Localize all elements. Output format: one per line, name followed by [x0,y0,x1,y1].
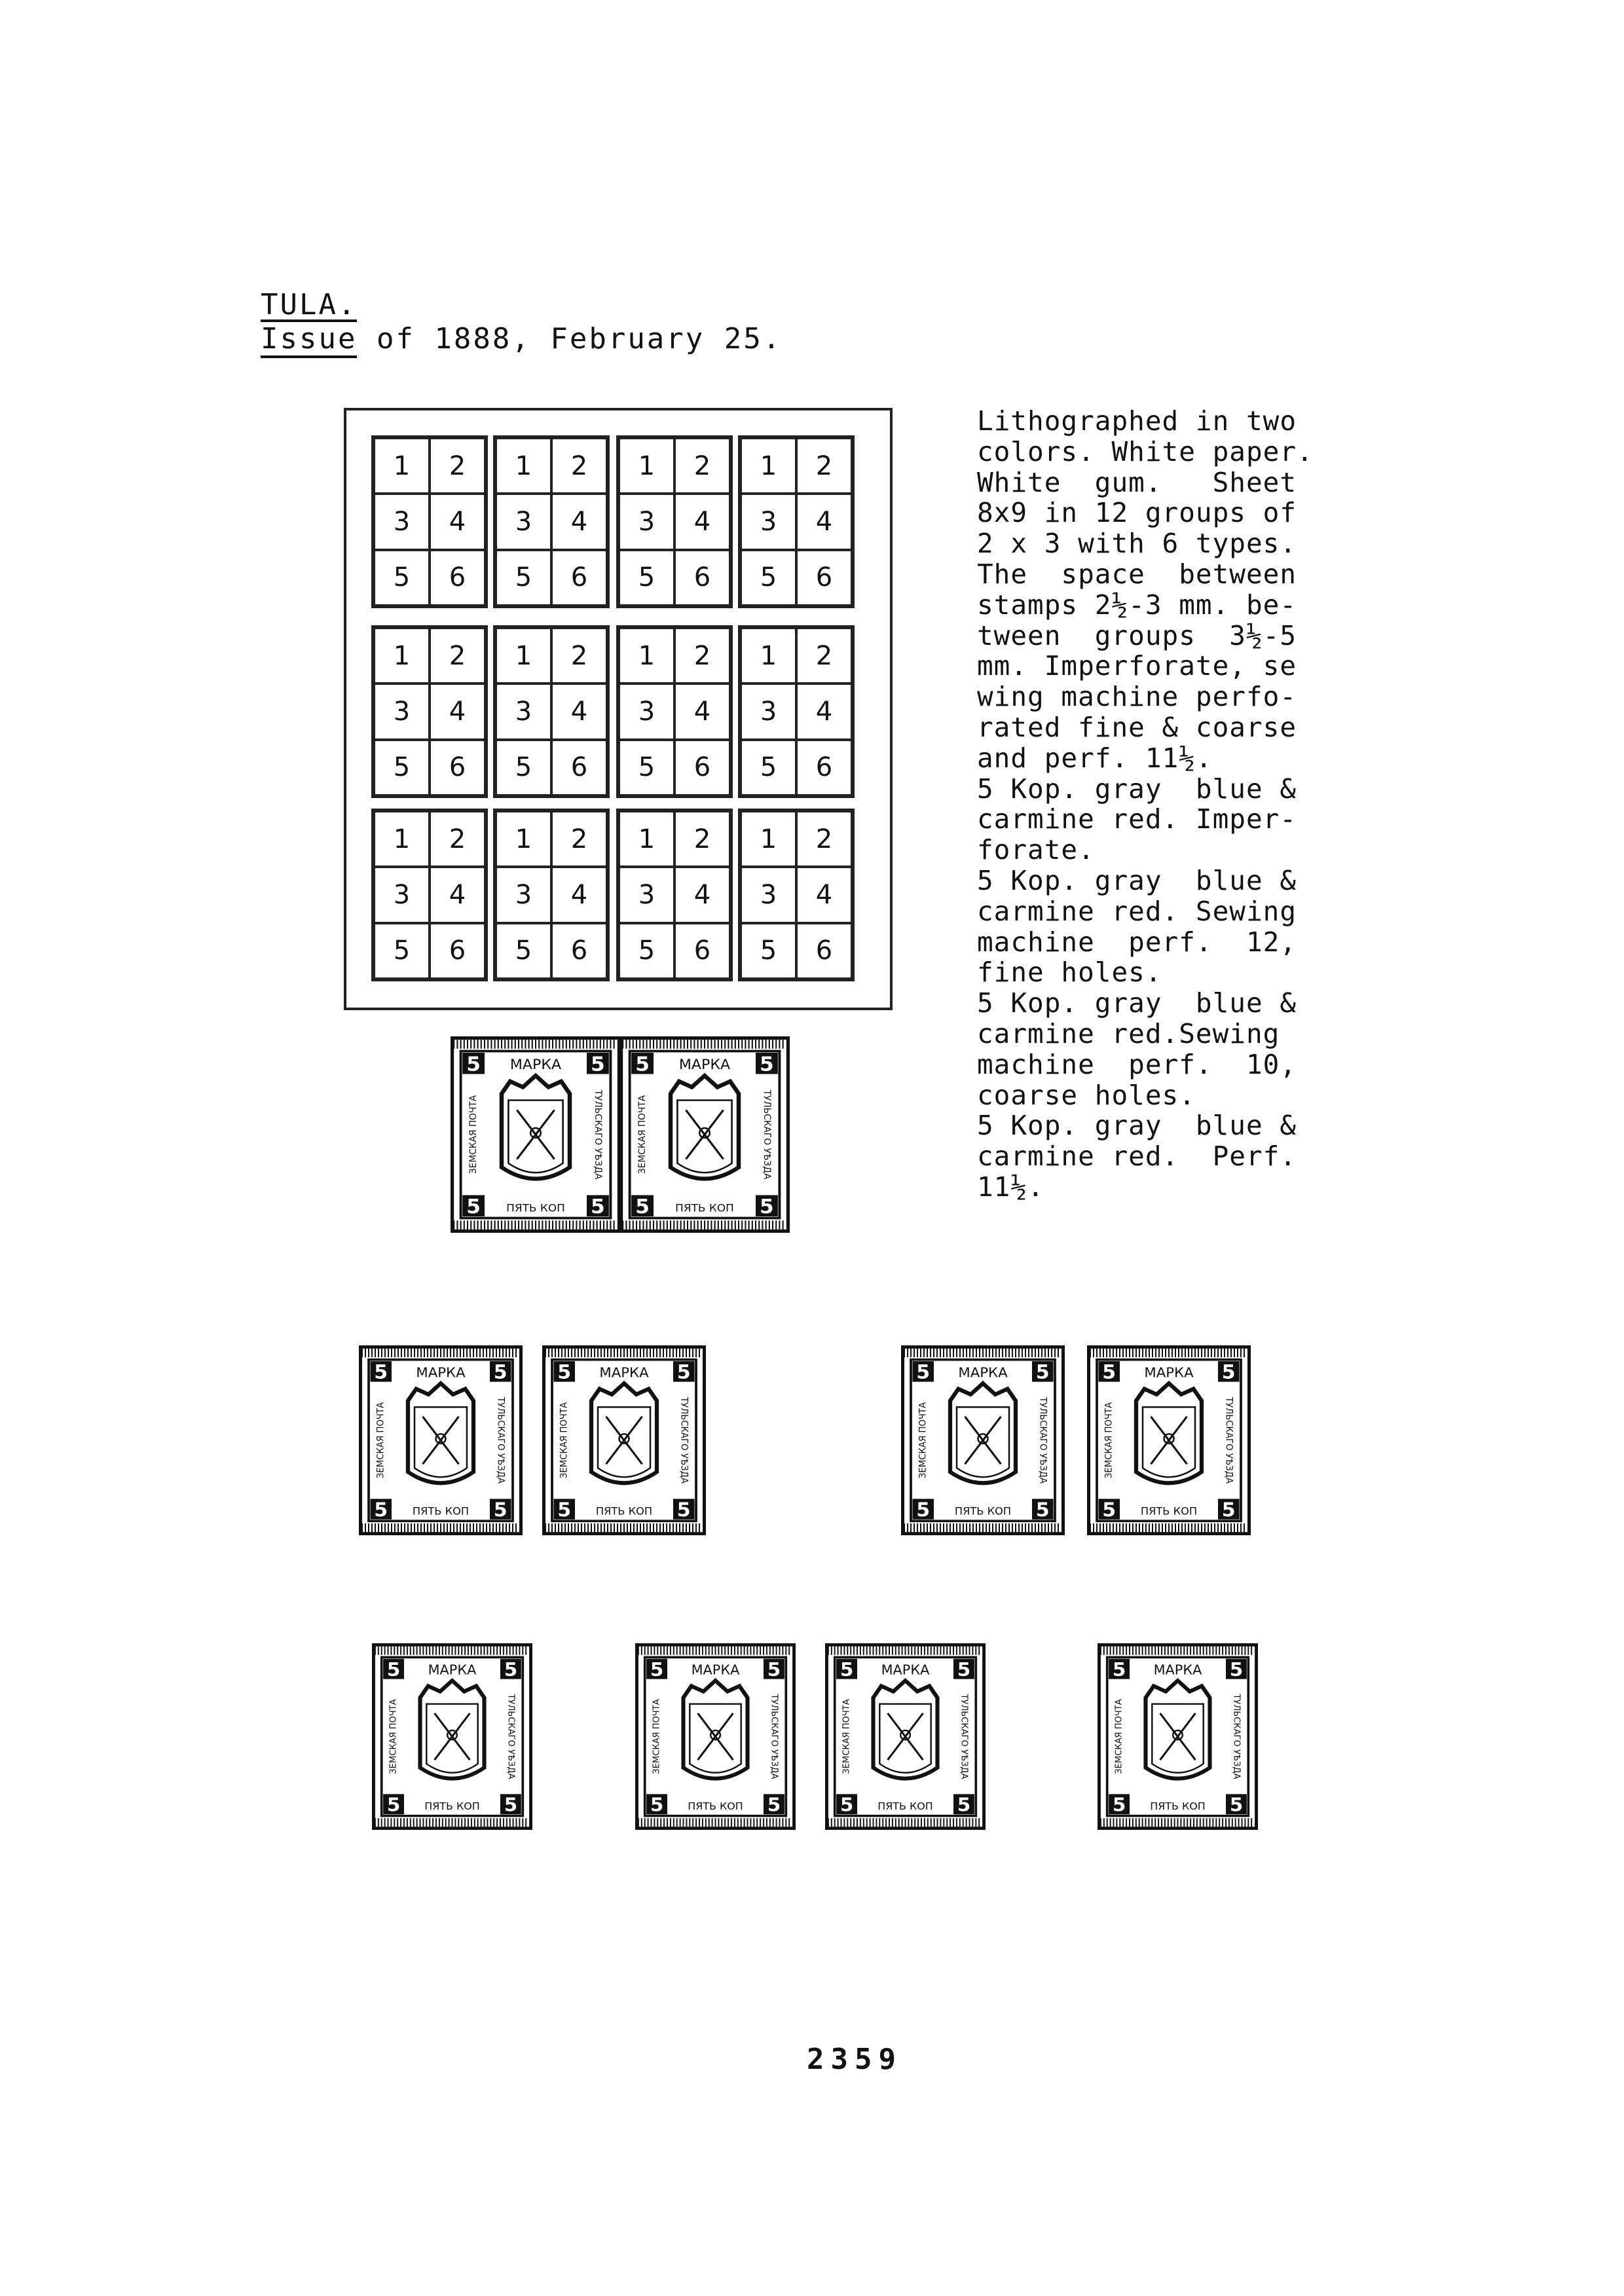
type-cell: 6 [674,740,730,795]
type-group [371,435,488,608]
type-group [371,625,488,798]
description-line: wing machine perfo- [977,681,1297,713]
description-line: White gum. Sheet [977,466,1297,498]
type-cell: 5 [374,923,430,979]
type-cell: 6 [796,740,852,795]
type-cell: 4 [796,867,852,922]
type-cell: 3 [496,494,551,549]
type-cell: 5 [619,550,674,606]
type-group [616,809,733,981]
type-cell: 4 [430,683,485,739]
description-line: 5 Kop. gray blue & [977,773,1297,805]
description-line: 11½. [977,1171,1044,1203]
type-cell: 5 [496,740,551,795]
svg-text:5: 5 [916,1499,931,1521]
stamp-value: 5 [557,1361,572,1383]
svg-text:5: 5 [957,1793,971,1816]
svg-text:5: 5 [493,1361,507,1383]
description-line: carmine red.Sewing [977,1017,1280,1049]
svg-text:5: 5 [650,1793,664,1816]
type-cell: 4 [551,683,607,739]
type-cell: 1 [741,811,796,867]
stamp-top-label: МАРКА [958,1364,1008,1381]
stamp-bottom-label: ПЯТЬ КОП [1140,1504,1198,1518]
type-group [616,435,733,608]
stamp-top-label: МАРКА [1153,1662,1202,1678]
stamp-bottom-label: ПЯТЬ КОП [412,1504,470,1518]
svg-text:ТУЛЬСКАГО УѢЗДА: ТУЛЬСКАГО УѢЗДА [769,1694,779,1779]
stamp-top-label: МАРКА [416,1364,466,1381]
type-group [738,625,855,798]
svg-text:5: 5 [957,1658,971,1681]
stamp-value: 5 [650,1658,664,1681]
type-cell: 2 [551,811,607,867]
stamp-image [825,1643,986,1830]
svg-text:ЗЕМСКАЯ ПОЧТА: ЗЕМСКАЯ ПОЧТА [388,1699,399,1774]
stamp-image [1098,1643,1258,1830]
stamp-image [542,1345,706,1535]
stamp-top-label: МАРКА [691,1662,740,1678]
stamp-image [451,1036,621,1233]
stamp-description [977,406,1344,1203]
svg-text:ТУЛЬСКАГО УѢЗДА: ТУЛЬСКАГО УѢЗДА [1223,1396,1234,1484]
type-cell: 1 [741,438,796,494]
type-cell: 3 [374,494,430,549]
type-cell: 5 [496,923,551,979]
type-cell: 5 [619,740,674,795]
type-cell: 2 [430,811,485,867]
svg-text:5: 5 [386,1793,401,1816]
stamp-bottom-label: ПЯТЬ КОП [688,1800,743,1813]
type-cell: 6 [551,740,607,795]
svg-text:5: 5 [1221,1499,1236,1521]
type-cell: 3 [619,494,674,549]
svg-text:5: 5 [767,1658,781,1681]
issue-date: of 1888, February 25. [357,322,783,355]
type-cell: 2 [674,811,730,867]
svg-text:ЗЕМСКАЯ ПОЧТА: ЗЕМСКАЯ ПОЧТА [652,1699,662,1774]
type-cell: 3 [619,683,674,739]
type-group [616,625,733,798]
type-cell: 6 [551,923,607,979]
type-cell: 1 [374,628,430,683]
type-cell: 3 [496,683,551,739]
svg-text:5: 5 [466,1195,481,1218]
type-group [738,435,855,608]
type-cell: 6 [674,923,730,979]
type-cell: 4 [796,494,852,549]
type-cell: 2 [796,811,852,867]
sheet-layout-diagram [344,408,893,1010]
issue-label: Issue [261,322,357,358]
type-cell: 6 [796,550,852,606]
type-cell: 3 [619,867,674,922]
type-cell: 3 [496,867,551,922]
svg-text:5: 5 [591,1053,605,1076]
description-line: tween groups 3½-5 [977,619,1297,651]
description-line: stamps 2½-3 mm. be- [977,589,1297,621]
svg-text:5: 5 [504,1658,518,1681]
description-line: carmine red. Perf. [977,1140,1297,1173]
description-line: mm. Imperforate, se [977,650,1297,682]
description-line: rated fine & coarse [977,711,1297,743]
type-cell: 5 [496,550,551,606]
svg-text:ЗЕМСКАЯ ПОЧТА: ЗЕМСКАЯ ПОЧТА [375,1402,386,1479]
svg-text:5: 5 [676,1361,691,1383]
type-cell: 6 [430,740,485,795]
type-cell: 1 [619,438,674,494]
svg-text:5: 5 [1229,1658,1244,1681]
type-cell: 1 [374,811,430,867]
type-cell: 1 [741,628,796,683]
type-cell: 4 [796,683,852,739]
stamp-bottom-label: ПЯТЬ КОП [424,1800,480,1813]
description-line: 5 Kop. gray blue & [977,987,1297,1019]
description-line: 5 Kop. gray blue & [977,864,1297,896]
type-cell: 1 [619,628,674,683]
page-number: 2359 [807,2043,902,2076]
svg-text:5: 5 [1221,1361,1236,1383]
svg-text:5: 5 [557,1499,572,1521]
svg-text:ЗЕМСКАЯ ПОЧТА: ЗЕМСКАЯ ПОЧТА [1103,1402,1115,1479]
svg-text:ТУЛЬСКАГО УѢЗДА: ТУЛЬСКАГО УѢЗДА [959,1694,969,1779]
type-cell: 5 [741,740,796,795]
stamp-value: 5 [466,1053,481,1076]
type-cell: 5 [374,740,430,795]
stamp-value: 5 [1102,1361,1116,1383]
stamp-top-label: МАРКА [881,1662,930,1678]
svg-text:ЗЕМСКАЯ ПОЧТА: ЗЕМСКАЯ ПОЧТА [917,1402,929,1479]
stamp-image [1087,1345,1251,1535]
type-cell: 3 [374,683,430,739]
stamp-bottom-label: ПЯТЬ КОП [595,1504,653,1518]
stamp-top-label: МАРКА [428,1662,477,1678]
type-cell: 3 [741,683,796,739]
svg-text:ЗЕМСКАЯ ПОЧТА: ЗЕМСКАЯ ПОЧТА [637,1095,648,1175]
svg-text:5: 5 [1229,1793,1244,1816]
svg-text:5: 5 [374,1499,388,1521]
type-cell: 2 [551,438,607,494]
svg-text:5: 5 [840,1793,854,1816]
stamp-value: 5 [635,1053,650,1076]
description-line: and perf. 11½. [977,742,1213,774]
type-cell: 4 [551,867,607,922]
type-cell: 1 [374,438,430,494]
stamp-image [372,1643,532,1830]
stamp-bottom-label: ПЯТЬ КОП [675,1201,734,1214]
type-cell: 1 [619,811,674,867]
type-cell: 4 [674,683,730,739]
stamp-bottom-label: ПЯТЬ КОП [954,1504,1012,1518]
type-cell: 6 [674,550,730,606]
type-cell: 3 [741,494,796,549]
type-cell: 6 [430,550,485,606]
description-line: carmine red. Imper- [977,803,1297,835]
stamp-image [359,1345,523,1535]
stamp-value: 5 [1112,1658,1126,1681]
svg-text:ТУЛЬСКАГО УѢЗДА: ТУЛЬСКАГО УѢЗДА [761,1089,773,1180]
description-line: forate. [977,834,1095,866]
type-cell: 4 [674,867,730,922]
type-cell: 5 [741,550,796,606]
svg-text:ЗЕМСКАЯ ПОЧТА: ЗЕМСКАЯ ПОЧТА [1114,1699,1124,1774]
svg-text:ЗЕМСКАЯ ПОЧТА: ЗЕМСКАЯ ПОЧТА [841,1699,852,1774]
type-cell: 6 [430,923,485,979]
description-line: machine perf. 12, [977,926,1297,958]
type-cell: 4 [674,494,730,549]
issue-heading [261,322,782,356]
stamp-value: 5 [916,1361,931,1383]
type-group [493,809,610,981]
stamp-value: 5 [840,1658,854,1681]
type-cell: 2 [674,438,730,494]
description-line: 2 x 3 with 6 types. [977,528,1297,560]
svg-text:ТУЛЬСКАГО УѢЗДА: ТУЛЬСКАГО УѢЗДА [678,1396,690,1484]
type-group [493,625,610,798]
stamp-image [635,1643,796,1830]
stamp-bottom-label: ПЯТЬ КОП [877,1800,933,1813]
type-cell: 5 [374,550,430,606]
svg-text:5: 5 [760,1053,774,1076]
svg-text:5: 5 [1035,1361,1050,1383]
type-cell: 4 [430,494,485,549]
description-line: carmine red. Sewing [977,895,1297,927]
type-group [738,809,855,981]
svg-text:5: 5 [493,1499,507,1521]
svg-text:ЗЕМСКАЯ ПОЧТА: ЗЕМСКАЯ ПОЧТА [559,1402,570,1479]
type-cell: 2 [796,628,852,683]
svg-text:5: 5 [1112,1793,1126,1816]
type-cell: 4 [430,867,485,922]
type-cell: 6 [796,923,852,979]
type-cell: 2 [796,438,852,494]
svg-text:ТУЛЬСКАГО УѢЗДА: ТУЛЬСКАГО УѢЗДА [592,1089,604,1180]
description-line: colors. White paper. [977,435,1314,467]
description-line: 8x9 in 12 groups of [977,497,1297,529]
type-cell: 6 [551,550,607,606]
type-group [493,435,610,608]
stamp-value: 5 [374,1361,388,1383]
page-header [261,288,782,356]
svg-text:5: 5 [1102,1499,1116,1521]
description-line: fine holes. [977,957,1162,989]
svg-text:5: 5 [504,1793,518,1816]
stamp-image [619,1036,790,1233]
stamp-image [901,1345,1065,1535]
place-heading: TULA. [261,288,358,321]
svg-text:ТУЛЬСКАГО УѢЗДА: ТУЛЬСКАГО УѢЗДА [1231,1694,1242,1779]
type-cell: 2 [430,628,485,683]
type-group [371,809,488,981]
svg-text:5: 5 [591,1195,605,1218]
stamp-top-label: МАРКА [678,1057,731,1073]
type-cell: 2 [674,628,730,683]
type-cell: 2 [551,628,607,683]
description-line: machine perf. 10, [977,1048,1297,1080]
stamp-top-label: МАРКА [1144,1364,1194,1381]
svg-text:5: 5 [1035,1499,1050,1521]
svg-text:ТУЛЬСКАГО УѢЗДА: ТУЛЬСКАГО УѢЗДА [495,1396,506,1484]
stamp-top-label: МАРКА [599,1364,649,1381]
stamp-bottom-label: ПЯТЬ КОП [506,1201,565,1214]
description-line: The space between [977,558,1297,590]
type-cell: 3 [374,867,430,922]
type-cell: 1 [496,811,551,867]
stamp-value: 5 [386,1658,401,1681]
type-cell: 2 [430,438,485,494]
description-line: coarse holes. [977,1079,1196,1111]
type-cell: 5 [619,923,674,979]
svg-text:5: 5 [767,1793,781,1816]
description-line: 5 Kop. gray blue & [977,1110,1297,1142]
type-cell: 1 [496,438,551,494]
svg-text:5: 5 [676,1499,691,1521]
type-cell: 1 [496,628,551,683]
type-cell: 4 [551,494,607,549]
stamp-top-label: МАРКА [509,1057,562,1073]
type-cell: 5 [741,923,796,979]
svg-text:ТУЛЬСКАГО УѢЗДА: ТУЛЬСКАГО УѢЗДА [1037,1396,1048,1484]
description-line: Lithographed in two [977,405,1297,437]
svg-text:5: 5 [760,1195,774,1218]
type-cell: 3 [741,867,796,922]
svg-text:ЗЕМСКАЯ ПОЧТА: ЗЕМСКАЯ ПОЧТА [468,1095,479,1175]
stamp-bottom-label: ПЯТЬ КОП [1150,1800,1206,1813]
svg-text:ТУЛЬСКАГО УѢЗДА: ТУЛЬСКАГО УѢЗДА [506,1694,516,1779]
svg-text:5: 5 [635,1195,650,1218]
